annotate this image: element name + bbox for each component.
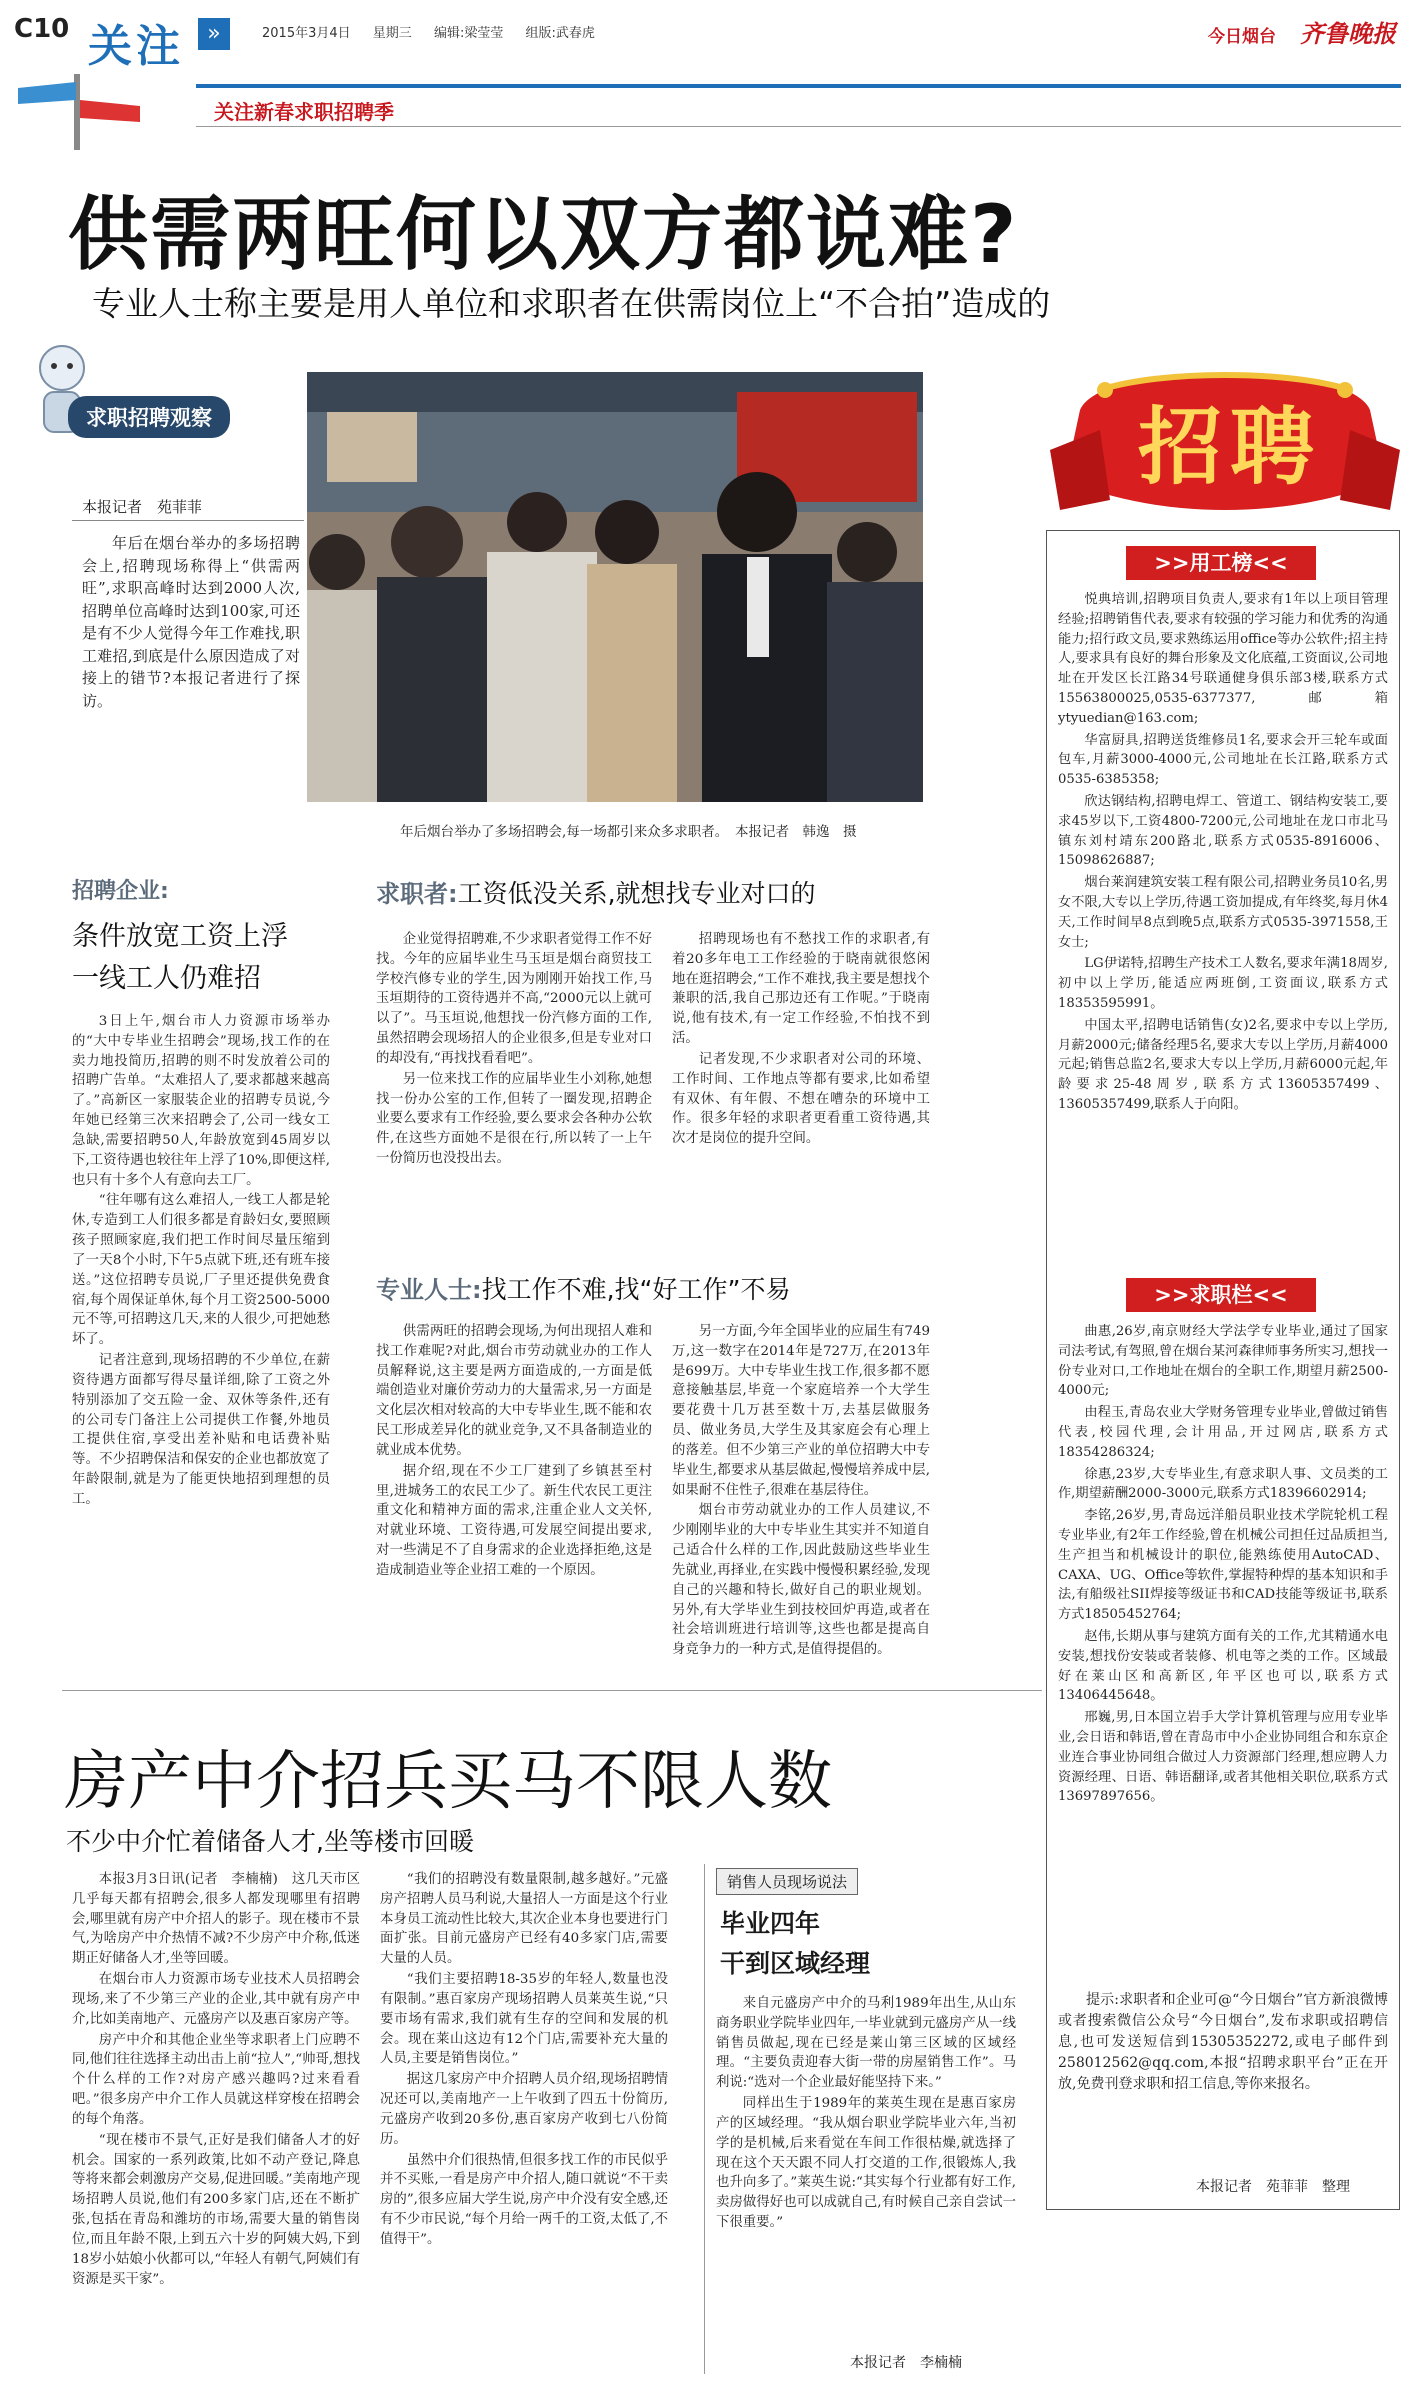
sec2-heading (376, 874, 816, 910)
sec2-para: 招聘现场也有不愁找工作的求职者,有着20多年电工工作经验的于晓南就很悠闲地在逛招聘会,“工作不难找,我主要是想找个兼职的活,我自己那边还有工作呢。”于晓南说,他有技术,有一定工作经验,不怕找不到活。 (672, 932, 930, 1047)
tip-text: 提示:求职者和企业可@“今日烟台”官方新浪微博或者搜索微信公众号“今日烟台”,发布求职或招聘信息,也可发送短信到15305352272,或电子邮件到258012562@qq.com,本报“招聘求职平台”正在开放,免费刊登求职和招工信息,等你来报名。 (1058, 1992, 1388, 2092)
seek-item: 曲惠,26岁,南京财经大学法学专业毕业,通过了国家司法考试,有驾照,曾在烟台某河森律师事务所实习,想找一份专业对口,工作地址在烟台的全职工作,期望月薪2500-4000元; (1058, 1324, 1388, 1399)
sec1-para: “往年哪有这么难招人,一线工人都是轮休,专造到工人们很多都是育龄妇女,要照顾孩子照顾家庭,我们把工作时间尽量压缩到了一天8个小时,下午5点就下班,还有班车接送。”这位招聘专员说,厂子里还提供免费食宿,每个周保证单休,每个月工资2500-5000元不等,可招聘这几天,来的人很少,可把她愁坏了。 (72, 1193, 330, 1348)
sec1-para: 3日上午,烟台市人力资源市场举办的“大中专毕业生招聘会”现场,找工作的在卖力地投简历,招聘的则不时发放着公司的招聘广告单。“太难招人了,要求都越来越高了。”高新区一家服装企业的招聘专员说,今年她已经第三次来招聘会了,公司一线女工急缺,需要招聘50人,年龄放宽到45周岁以下,工资待遇也较往年上浮了10%,即便这样,也只有十多个人有意向去工厂。 (72, 1014, 330, 1188)
story2-para: “我们的招聘没有数量限制,越多越好。”元盛房产招聘人员马利说,大量招人一方面是这个行业本身员工流动性比较大,其次企业本身也要进行门面扩张。目前元盛房产已经有40多家门店,需要大量的人员。 (380, 1872, 668, 1967)
story2-para: “我们主要招聘18-35岁的年轻人,数量也没有限制。”惠百家房产现场招聘人员莱英生说,“只要市场有需求,我们就有生存的空间和发展的机会。现在莱山这边有12个门店,需要补充大量的人员,主要是销售岗位。” (380, 1972, 668, 2067)
sec3-title: 找工作不难,找“好工作”不易 (481, 1275, 791, 1304)
designer-credit: 组版:武春虎 (525, 26, 595, 41)
sec3-column-1 (376, 1322, 652, 1660)
job-fair-photo (307, 372, 923, 802)
sec2-para: 另一位来找工作的应届毕业生小刘称,她想找一份办公室的工作,但转了一圈发现,招聘企业要么要求有工作经验,要么要求会各种办公软件,在这些方面她不是很在行,所以转了一上午一份简历也没投出去。 (376, 1071, 652, 1167)
hire-item: 烟台莱润建筑安装工程有限公司,招聘业务员10名,男女不限,大专以上学历,待遇工资加提成,有年终奖,每月休4天,工作时间早8点到晚5点,联系方式0535-3971558,王女士; (1058, 875, 1388, 950)
submission-tip (1058, 1990, 1388, 2170)
sec2-para: 记者发现,不少求职者对公司的环境、工作时间、工作地点等都有要求,比如希望有双休、有年假、不想在嘈杂的环境中工作。很多年轻的求职者更看重工资待遇,其次才是岗位的提升空间。 (672, 1051, 930, 1147)
sec2-para: 企业觉得招聘难,不少求职者觉得工作不好找。今年的应届毕业生马玉垣是烟台商贸技工学校汽修专业的学生,因为刚刚开始找工作,马玉垣期待的工资待遇并不高,“2000元以上就可以了”。马玉垣说,他想找一份汽修方面的工作,虽然招聘会现场招人的企业很多,但是专业对口的却没有,“再找找看看吧”。 (376, 932, 652, 1066)
story-divider (62, 1690, 1042, 1691)
sec1-title-1: 条件放宽工资上浮 (72, 921, 288, 952)
seek-item: 由程玉,青岛农业大学财务管理专业毕业,曾做过销售代表,校园代理,会计用品,开过网店,联系方式18354286324; (1058, 1405, 1388, 1460)
sec1-label: 招聘企业: (72, 879, 169, 904)
issue-weekday: 星期三 (372, 26, 412, 41)
hire-item: LG伊诺特,招聘生产技术工人数名,要求年满18周岁,初中以上学历,能适应两班倒,工资面议,联系方式18353595991。 (1058, 956, 1388, 1011)
sidebar-para: 同样出生于1989年的莱英生现在是惠百家房产的区域经理。“我从烟台职业学院毕业六年,当初学的是机械,后来看觉在车间工作很枯燥,就选择了现在这个天天跟不同人打交道的工作,很锻炼人,我也升向多了。”莱英生说:“其实每个行业都有好工作,卖房做得好也可以成就自己,有时候自己亲自尝试一下很重要。” (716, 2096, 1016, 2231)
subsection-rule (196, 126, 1401, 127)
story2-para: 据这几家房产中介招聘人员介绍,现场招聘情况还可以,美南地产一上午收到了四五十份简历,元盛房产收到20多份,惠百家房产收到七八份简历。 (380, 2072, 668, 2147)
section-arrow-icon: » (198, 18, 230, 50)
story2-para: “现在楼市不景气,正好是我们储备人才的好机会。国家的一系列政策,比如不动产登记,降息等将来都会刺激房产交易,促进回暖。”美南地产现场招聘人员说,他们有200多家门店,还在不断扩张,包括在青岛和潍坊的市场,需要大量的销售岗位,而且年龄不限,上到五六十岁的阿姨大妈,下到18岁小姑娘小伙都可以,“年轻人有朝气,阿姨们有资源是买干家”。 (72, 2132, 360, 2287)
sec3-para: 据介绍,现在不少工厂建到了乡镇甚至村里,进城务工的农民工少了。新生代农民工更注重文化和精神方面的需求,注重企业人文关怀,对就业环境、工资待遇,可发展空间提出要求,对一些满足不了自身需求的企业选择拒绝,这是造成制造业等企业招工难的一个原因。 (376, 1463, 652, 1578)
brand-logo: 齐鲁晚报 (1300, 19, 1396, 48)
hire-item: 悦典培训,招聘项目负责人,要求有1年以上项目管理经验;招聘销售代表,要求有较强的学习能力和优秀的沟通能力;招行政文员,要求熟练运用office等办公软件;招主持人,要求具有良好的舞台形象及文化底蕴,工资面议,公司地址在开发区长江路34号联通健身俱乐部3楼,联系方式15563800025,0535-6377377,邮箱ytyuedian@163.com; (1058, 592, 1388, 726)
sidebar-label: 销售人员现场说法 (716, 1868, 858, 1895)
story2-column-2 (380, 1870, 668, 2375)
main-byline: 本报记者 苑菲菲 (82, 498, 203, 516)
byline-rule (72, 520, 304, 521)
main-subhead: 专业人士称主要是用人单位和求职者在供需岗位上“不合拍”造成的 (92, 284, 1051, 323)
sec2-column-2 (672, 930, 930, 1242)
hire-section-label: >>用工榜<< (1126, 546, 1316, 580)
lead-text: 年后在烟台举办的多场招聘会上,招聘现场称得上“供需两旺”,求职高峰时达到2000人次,招聘单位高峰时达到100家,可还是有不少人觉得今年工作难找,职工难招,到底是什么原因造成了对接上的错节?本报记者进行了探访。 (82, 534, 300, 710)
seek-item: 赵伟,长期从事与建筑方面有关的工作,尤其精通水电安装,想找份安装或者装修、机电等之类的工作。区域最好在莱山区和高新区,年平区也可以,联系方式13406445648。 (1058, 1628, 1388, 1704)
story2-para: 虽然中介们很热情,但很多找工作的市民似乎并不买账,一看是房产中介招人,随口就说“不干卖房的”,很多应届大学生说,房产中介没有安全感,还有不少市民说,“每个月给一两千的工资,太低了,不值得干”。 (380, 2152, 668, 2247)
story2-headline: 房产中介招兵买马不限人数 (64, 1745, 832, 1819)
seek-list (1058, 1322, 1388, 1982)
sec3-para: 供需两旺的招聘会现场,为何出现招人难和找工作难呢?对此,烟台市劳动就业办的工作人员解释说,这主要是两方面造成的,一方面是低端创造业对廉价劳动力的大量需求,另一方面是文化层次相对较高的大中专毕业生,既不能和农民工形成差异化的就业竞争,又不具备制造业的就业成本优势。 (376, 1324, 652, 1458)
story2-para: 本报3月3日讯(记者 李楠楠) 这几天市区几乎每天都有招聘会,很多人都发现哪里有招聘会,哪里就有房产中介招人的影子。现在楼市不景气,为啥房产中介热情不减?不少房产中介称,低迷期正好储备人才,坐等回暖。 (72, 1872, 360, 1967)
sidebar-para: 来自元盛房产中介的马利1989年出生,从山东商务职业学院毕业四年,一毕业就到元盛房产从一线销售员做起,现在已经是莱山第三区域的区域经理。“主要负责迎春大街一带的房屋销售工作”。马利说:“选对一个企业最好能坚持下来。” (716, 1996, 1016, 2091)
lead-paragraph (82, 532, 300, 822)
hire-item: 中国太平,招聘电话销售(女)2名,要求中专以上学历,月薪2000元;储备经理5名,要求大专以上学历,月薪4000元起;销售总监2名,要求大专以上学历,月薪6000元起,年龄要求25-48周岁,联系方式13605357499、13605357499,联系人于向阳。 (1058, 1017, 1388, 1112)
hire-list (1058, 590, 1388, 1240)
sec2-title: 工资低没关系,就想找专业对口的 (457, 879, 816, 908)
story2-para: 房产中介和其他企业坐等求职者上门应聘不同,他们往往选择主动出击上前“拉人”,“帅哥,想找个什么样的工作?对房产感兴趣吗?过来看看吧。”很多房产中介工作人员就这样穿梭在招聘会的每个角落。 (72, 2032, 360, 2127)
header-rule (196, 84, 1401, 88)
page-number: C10 (14, 14, 70, 44)
hire-item: 华富厨具,招聘送货维修员1名,要求会开三轮车或面包车,月薪3000-4000元,公司地址在长江路,联系方式0535-6385358; (1058, 732, 1388, 788)
masthead-meta (262, 22, 595, 41)
recruit-banner-text: 招聘 (1137, 397, 1322, 496)
sec3-para: 烟台市劳动就业办的工作人员建议,不少刚刚毕业的大中专毕业生其实并不知道自己适合什么样的工作,因此鼓励这些毕业生先就业,再择业,在实践中慢慢积累经验,发现自己的兴趣和特长,做好自己的职业规划。另外,有大学毕业生到技校回炉再造,或者在社会培训班进行培训等,这些也都是提高自身竞争力的一种方式,是值得提倡的。 (672, 1503, 930, 1658)
section-name: 关注 (88, 21, 184, 72)
subsection-title: 关注新春求职招聘季 (214, 100, 394, 124)
signpost-icon (10, 70, 150, 150)
issue-date: 2015年3月4日 (262, 26, 351, 41)
editor-credit: 编辑:梁莹莹 (433, 26, 504, 41)
sec3-para: 另一方面,今年全国毕业的应届生有749万,这一数字在2014年是727万,在2013年是699万。大中专毕业生找工作,很多都不愿意接触基层,毕竟一个家庭培养一个大学生要花费十几万甚至数十万,去基层做服务员、做业务员,大学生及其家庭会有心理上的落差。但不少第三产业的单位招聘大中专毕业生,都要求从基层做起,慢慢培养成中层,如果耐不住性子,很难在基层待住。 (672, 1324, 930, 1498)
right-byline: 本报记者 苑菲菲 整理 (1196, 2179, 1350, 2195)
seek-section-label: >>求职栏<< (1126, 1278, 1316, 1312)
story2-para: 在烟台市人力资源市场专业技术人员招聘会现场,来了不少第三产业的企业,其中就有房产中介,比如美南地产、元盛房产以及惠百家房产等。 (72, 1972, 360, 2027)
seek-item: 邢巍,男,日本国立岩手大学计算机管理与应用专业毕业,会日语和韩语,曾在青岛市中小企业协同组合和东京企业连合事业协同组合做过人力资源部门经理,想应聘人力资源经理、日语、韩语翻译,或者其他相关职位,联系方式13697897656。 (1058, 1710, 1388, 1805)
story2-subhead: 不少中介忙着储备人才,坐等楼市回暖 (66, 1827, 474, 1856)
sec1-column (72, 1012, 330, 1632)
section-badge: 求职招聘观察 (68, 396, 230, 438)
sec2-label: 求职者: (376, 880, 458, 908)
brand-small: 今日烟台 (1208, 27, 1276, 47)
sec3-label: 专业人士: (376, 1276, 482, 1304)
story2-column-1 (72, 1870, 360, 2375)
photo-caption: 年后烟台举办了多场招聘会,每一场都引来众多求职者。 本报记者 韩逸 摄 (400, 824, 857, 840)
sec3-column-2 (672, 1322, 930, 1660)
main-headline: 供需两旺何以双方都说难? (68, 188, 1019, 281)
sidebar-title-1: 毕业四年 (720, 1909, 821, 1938)
sec2-column-1 (376, 930, 652, 1242)
sec1-title-2: 一线工人仍难招 (72, 963, 261, 994)
sidebar-title-2: 干到区域经理 (720, 1949, 871, 1978)
seek-item: 李铭,26岁,男,青岛远洋船员职业技术学院轮机工程专业毕业,有2年工作经验,曾在机械公司担任过品质担当,生产担当和机械设计的职位,能熟练使用AutoCAD、CAXA、UG、Office等软件,掌握特种焊的基本知识和手法,有船级社SII焊接等级证书和CAD技能等级证书,联系方式18505452764; (1058, 1508, 1388, 1623)
sec1-para: 记者注意到,现场招聘的不少单位,在薪资待遇方面都写得尽量详细,除了工资之外特别添加了交五险一金、双休等条件,还有的公司专门备注上公司提供工作餐,外地员工提供住宿,享受出差补贴和电话费补贴等。不少招聘保洁和保安的企业也都放宽了年龄限制,就是为了能更快地招到理想的员工。 (72, 1353, 330, 1507)
sidebar-column (716, 1994, 1016, 2349)
sec3-heading (376, 1270, 790, 1306)
seek-item: 徐惠,23岁,大专毕业生,有意求职人事、文员类的工作,期望薪酬2000-3000元,联系方式18396602914; (1058, 1466, 1388, 1502)
sidebar-byline: 本报记者 李楠楠 (850, 2355, 962, 2371)
hire-item: 欣达钢结构,招聘电焊工、管道工、钢结构安装工,要求45岁以下,工资4800-7200元,公司地址在龙口市北马镇东刘村靖东200路北,联系方式0535-8916006、15098626887; (1058, 793, 1388, 869)
